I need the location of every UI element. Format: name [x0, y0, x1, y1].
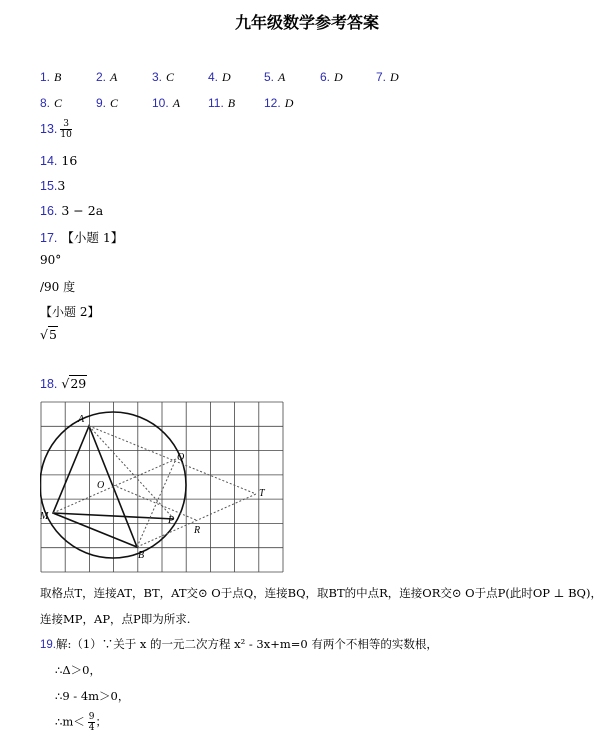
label-t: T: [259, 488, 265, 499]
choice-8: 8. C: [40, 96, 63, 110]
label-m: M: [40, 511, 49, 522]
geometry-figure: [40, 401, 284, 573]
answer-17-part1: 90°: [40, 253, 62, 267]
grid-lines: [41, 402, 283, 572]
answer-19-line-3: ∴9 - 4m＞0，: [55, 689, 130, 703]
choice-4: 4. D: [208, 70, 231, 84]
label-a: A: [78, 414, 85, 425]
answer-17-header: 17. 【小题 1】: [40, 230, 124, 245]
fraction: $\frac{3}{10}$: [60, 119, 72, 140]
choice-9: 9. C: [96, 96, 119, 110]
label-r: R: [194, 525, 201, 536]
construction-lines: [53, 426, 256, 547]
choice-3: 3. C: [152, 70, 175, 84]
answer-19-line-1: 19.解:（1）∵关于 x 的一元二次方程 x² - 3x+m=0 有两个不相等的实数根，: [40, 637, 438, 651]
answer-19-line-4: ∴m＜ $\frac{9}{4}$ ；: [55, 712, 107, 733]
choice-11: 11. B: [208, 96, 236, 110]
answer-13: 13. $\frac{3}{10}$: [40, 119, 72, 140]
page-title: 九年级数学参考答案: [234, 13, 379, 32]
answer-16: 16. 3 − 2a: [40, 203, 104, 218]
choice-2: 2. A: [96, 70, 118, 84]
choice-6: 6. D: [320, 70, 343, 84]
choice-1: 1. B: [40, 70, 62, 84]
answer-18: 18. √29: [40, 376, 87, 391]
explanation-line-1: 取格点T，连接AT，BT，AT交⊙ O于点Q，连接BQ，取BT的中点R，连接OR交⊙ O于点P(此时OP ⊥ BQ)，: [40, 586, 602, 600]
choice-5: 5. A: [264, 70, 286, 84]
choice-7: 7. D: [376, 70, 399, 84]
answer-17-sub2: 【小题 2】: [40, 305, 100, 319]
label-p: P: [168, 515, 175, 526]
label-q: Q: [177, 452, 185, 463]
answer-15: 15.3: [40, 178, 66, 193]
answer-19-line-2: ∴Δ＞0，: [55, 663, 101, 677]
label-b: B: [138, 550, 145, 561]
explanation-line-2: 连接MP，AP，点P即为所求.: [40, 612, 191, 626]
answer-17-part2: √5: [40, 327, 57, 342]
choice-12: 12. D: [264, 96, 294, 110]
answer-14: 14. 16: [40, 153, 78, 168]
label-o: O: [97, 480, 105, 491]
choice-10: 10. A: [152, 96, 181, 110]
answer-17-part1-alt: /90 度: [40, 280, 76, 294]
fraction: $\frac{9}{4}$: [88, 712, 95, 733]
